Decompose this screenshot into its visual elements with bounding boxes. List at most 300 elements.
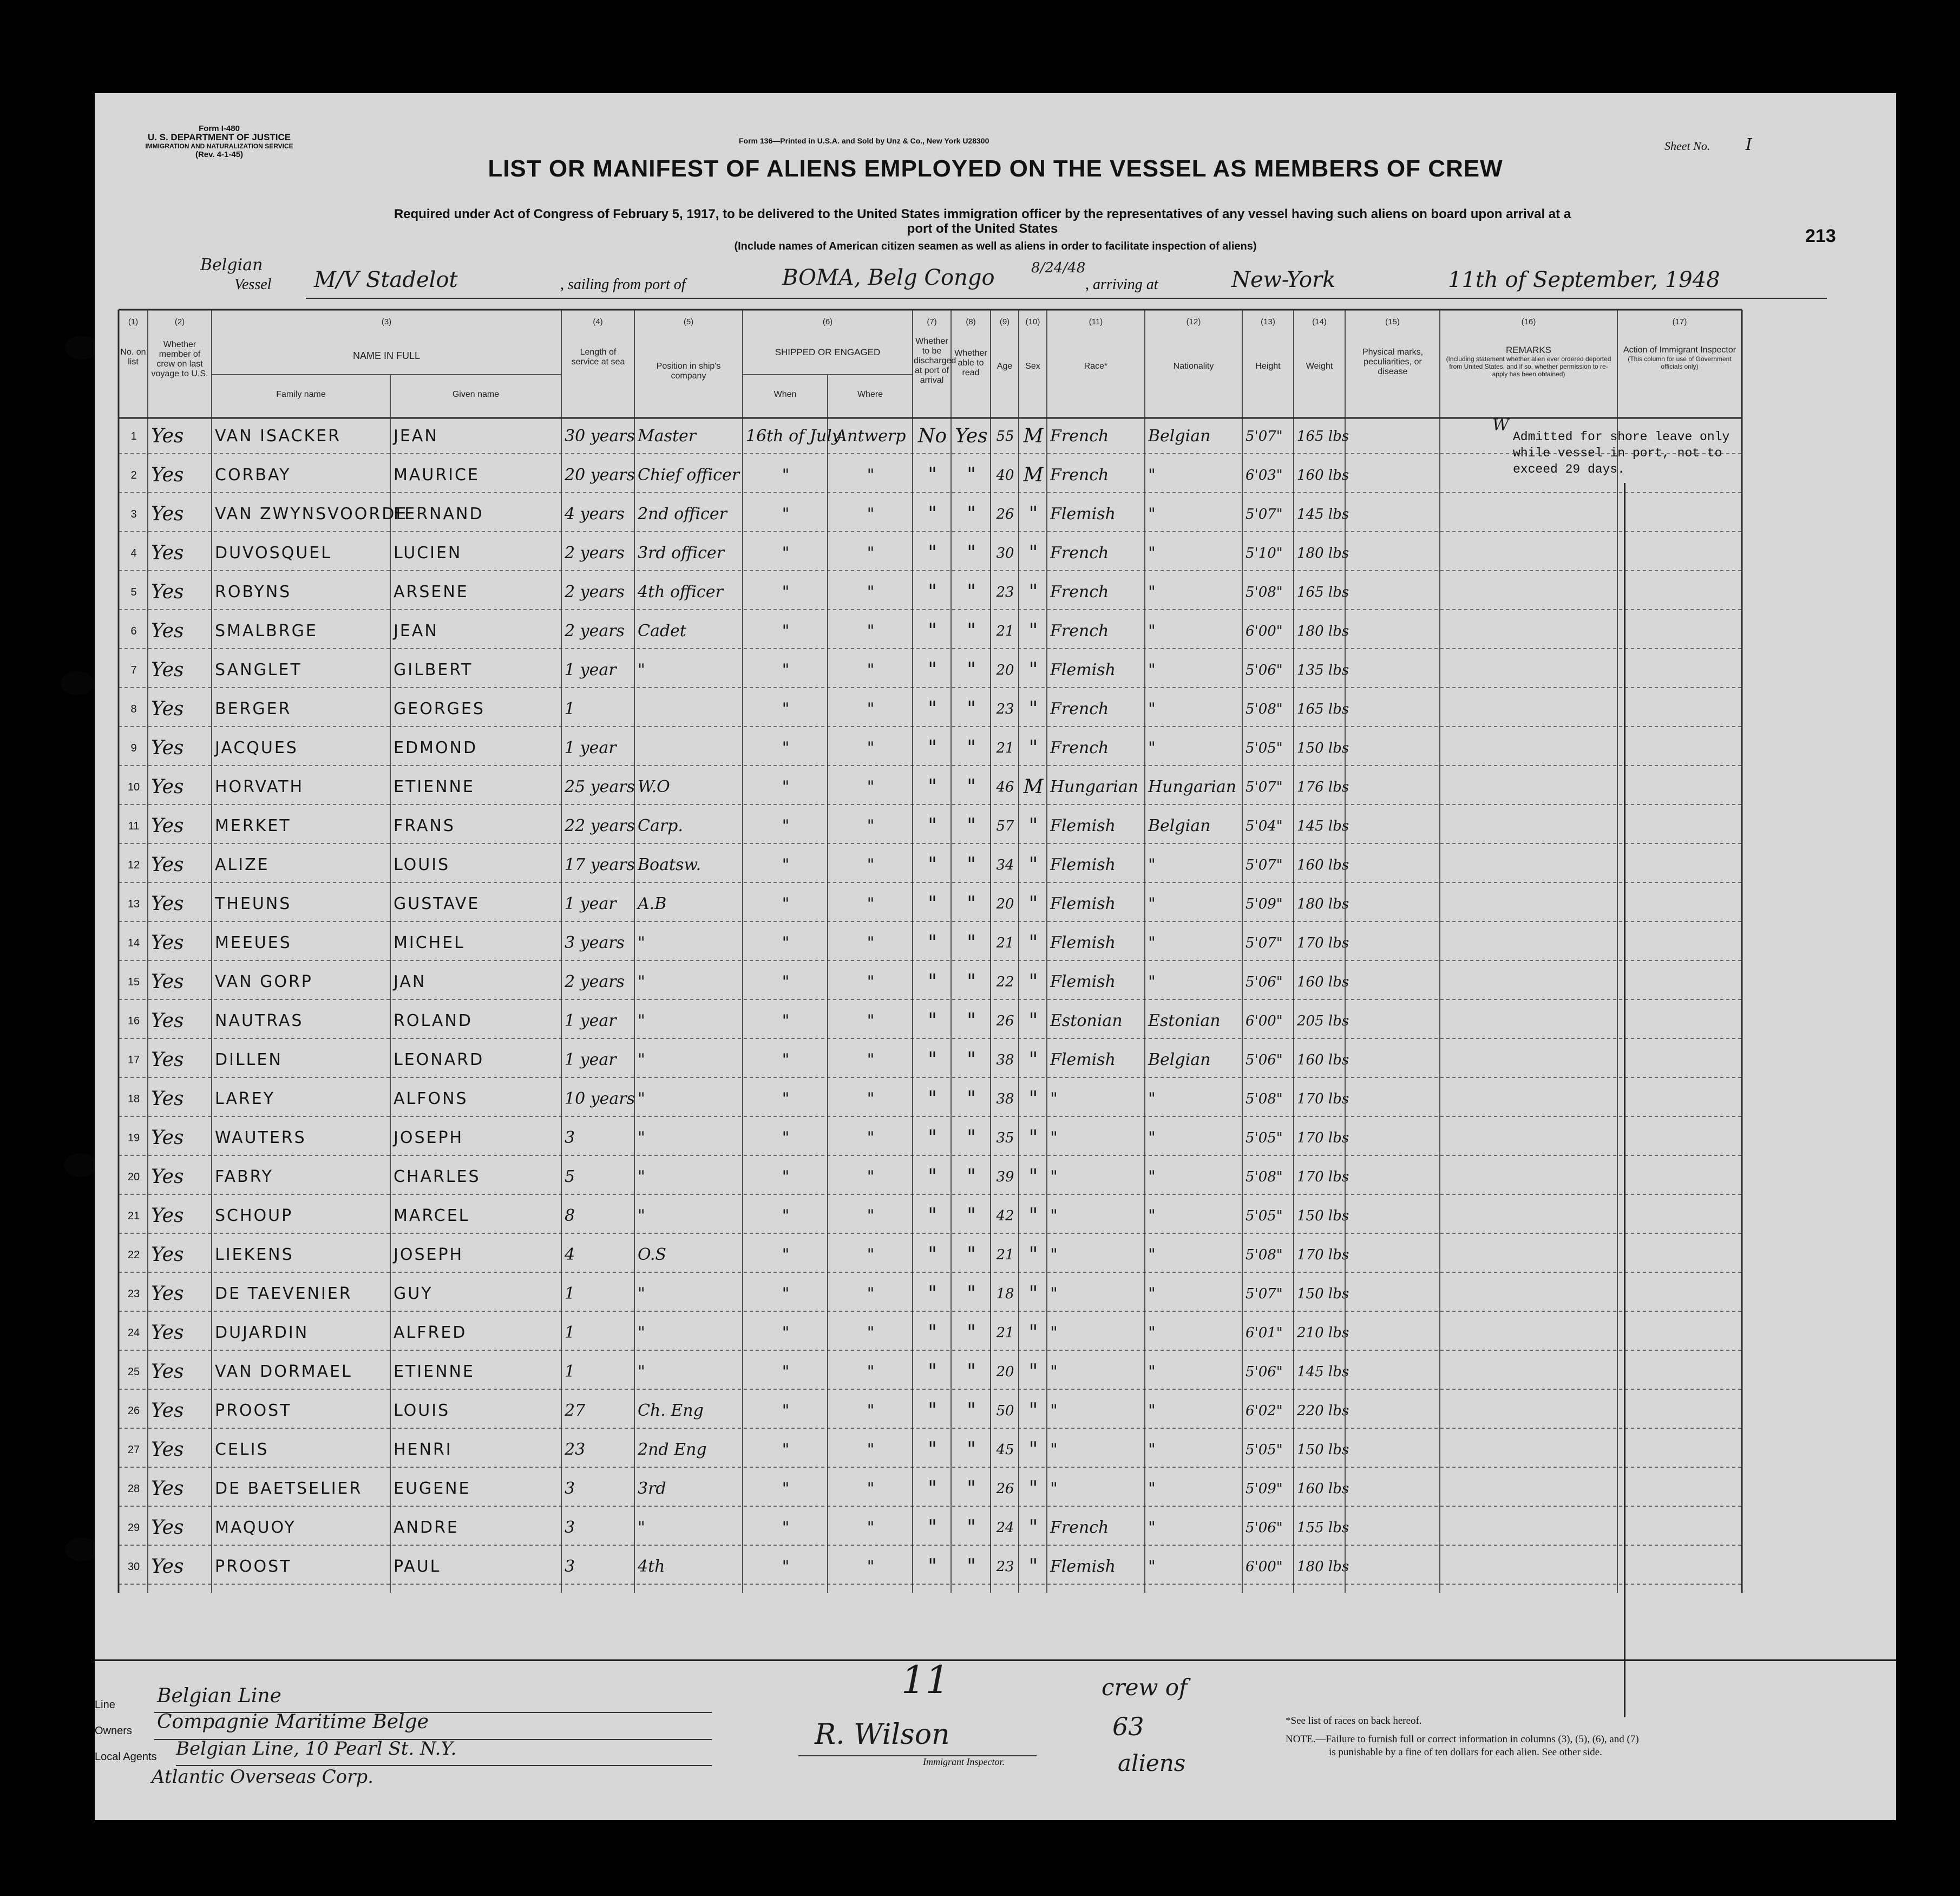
cell-when: " (782, 1518, 790, 1537)
cell-service: 3 (565, 1128, 575, 1147)
cell-height: 5'07" (1246, 506, 1283, 522)
cell-no: 24 (127, 1327, 140, 1339)
cell-prev: Yes (151, 815, 184, 837)
cell-sex: " (1028, 1010, 1038, 1032)
column-number: (7) (927, 317, 937, 326)
cell-discharged: " (928, 932, 937, 954)
cell-where: " (867, 816, 875, 835)
column-number: (3) (381, 317, 392, 326)
column-number: (1) (128, 317, 139, 326)
cell-height: 5'06" (1246, 1520, 1283, 1536)
cell-position: " (638, 1050, 645, 1069)
cell-read: " (967, 620, 976, 642)
cell-when: " (782, 661, 790, 679)
owners-label: Owners (95, 1725, 132, 1737)
cell-sex: " (1028, 503, 1038, 525)
cell-nationality: " (1148, 933, 1156, 952)
cell-discharged: " (928, 1516, 937, 1539)
cell-race: " (1050, 1323, 1058, 1342)
cell-family: SMALBRGE (215, 622, 318, 640)
cell-read: " (967, 1010, 976, 1032)
cell-service: 3 (565, 1479, 575, 1498)
form-number: Form I-480 (199, 124, 240, 133)
cell-given: LUCIEN (394, 544, 462, 563)
cell-nationality: " (1148, 894, 1156, 913)
cell-prev: Yes (151, 659, 184, 681)
cell-read: " (967, 698, 976, 720)
cell-age: 20 (996, 1364, 1014, 1380)
cell-height: 5'06" (1246, 1052, 1283, 1068)
header-race: Race* (1084, 362, 1108, 371)
sailing-date: 8/24/48 (1031, 260, 1086, 276)
cell-race: French (1050, 427, 1109, 446)
cell-when: " (782, 699, 790, 718)
cell-discharged: " (928, 1166, 937, 1188)
cell-nationality: " (1148, 544, 1156, 563)
cell-family: DUVOSQUEL (215, 544, 332, 563)
cell-nationality: " (1148, 1245, 1156, 1264)
cell-given: GEORGES (394, 699, 485, 718)
cell-discharged: " (928, 542, 937, 564)
cell-given: FRANS (394, 816, 455, 835)
cell-weight: 160 lbs (1297, 467, 1349, 483)
agents-underline (154, 1712, 712, 1713)
printer-line: Form 136—Printed in U.S.A. and Sold by Unz & Co., New York U28300 (739, 136, 989, 145)
header-inspector-title: Action of Immigrant Inspector (1623, 345, 1736, 355)
cell-given: HENRI (394, 1440, 453, 1459)
remarks-line-1: Admitted for shore leave only (1513, 430, 1730, 444)
header-shipped-where: Where (857, 390, 883, 399)
cell-where: " (867, 466, 875, 485)
cell-read: " (967, 1049, 976, 1071)
cell-position: 4th (638, 1557, 665, 1576)
cell-sex: " (1028, 698, 1038, 720)
cell-where: " (867, 1557, 875, 1576)
cell-weight: 180 lbs (1297, 545, 1349, 561)
cell-given: GILBERT (394, 661, 473, 679)
cell-when: " (782, 1206, 790, 1225)
cell-prev: Yes (151, 1049, 184, 1071)
cell-no: 17 (127, 1054, 140, 1066)
cell-age: 20 (996, 662, 1014, 678)
binder-hole (65, 1538, 99, 1561)
cell-read: " (967, 1322, 976, 1344)
cell-weight: 135 lbs (1297, 662, 1349, 678)
cell-given: PAUL (394, 1557, 441, 1576)
cell-position: 4th officer (638, 583, 723, 602)
cell-race: " (1050, 1128, 1058, 1147)
cell-read: " (967, 815, 976, 837)
handwritten-mark: 11 (901, 1658, 950, 1702)
cell-read: " (967, 1361, 976, 1383)
cell-read: " (967, 1127, 976, 1149)
cell-no: 20 (127, 1171, 140, 1183)
cell-height: 6'01" (1246, 1325, 1283, 1341)
cell-when: " (782, 855, 790, 874)
column-number: (8) (966, 317, 976, 326)
cell-given: ALFONS (394, 1089, 468, 1108)
cell-no: 12 (127, 859, 140, 871)
cell-age: 55 (996, 428, 1014, 444)
cell-read: " (967, 893, 976, 915)
cell-race: Flemish (1050, 661, 1116, 679)
cell-race: French (1050, 466, 1109, 485)
cell-weight: 160 lbs (1297, 1052, 1349, 1068)
cell-when: " (782, 1089, 790, 1108)
cell-position: " (638, 1323, 645, 1342)
cell-race: " (1050, 1479, 1058, 1498)
cell-where: " (867, 1362, 875, 1381)
cell-service: 20 years (565, 466, 635, 485)
cell-sex: " (1028, 1400, 1038, 1422)
cell-age: 42 (996, 1208, 1014, 1224)
cell-given: FERNAND (394, 505, 484, 524)
cell-family: MEEUES (215, 933, 292, 952)
cell-age: 26 (996, 506, 1014, 522)
cell-discharged: " (928, 1361, 937, 1383)
cell-age: 46 (996, 779, 1014, 795)
cell-discharged: " (928, 1322, 937, 1344)
cell-given: JOSEPH (394, 1128, 464, 1147)
cell-family: NAUTRAS (215, 1011, 304, 1030)
cell-nationality: " (1148, 661, 1156, 679)
cell-service: 23 (565, 1440, 586, 1459)
cell-when: " (782, 894, 790, 913)
cell-service: 30 years (565, 427, 635, 446)
cell-height: 5'08" (1246, 1091, 1283, 1107)
cell-prev: Yes (151, 971, 184, 993)
cell-service: 3 (565, 1557, 575, 1576)
cell-read: " (967, 1088, 976, 1110)
cell-nationality: " (1148, 505, 1156, 524)
cell-height: 5'10" (1246, 545, 1283, 561)
cell-position: 2nd Eng (638, 1440, 707, 1459)
cell-service: 1 (565, 1362, 575, 1381)
remarks-shore-leave (1513, 429, 1729, 478)
binder-hole (64, 1153, 97, 1177)
cell-discharged: " (928, 1439, 937, 1461)
cell-position: " (638, 661, 645, 679)
cell-read: " (967, 1205, 976, 1227)
cell-age: 26 (996, 1481, 1014, 1497)
cell-family: MAQUOY (215, 1518, 296, 1537)
cell-read: " (967, 1400, 976, 1422)
header-length-of-service: Length of service at sea (571, 348, 625, 367)
cell-sex: " (1028, 1166, 1038, 1188)
form-department: U. S. DEPARTMENT OF JUSTICE (147, 132, 291, 142)
cell-where: " (867, 661, 875, 679)
races-note: *See list of races on back hereof. (1286, 1715, 1422, 1727)
remarks-line-2: while vessel in port, not to (1513, 446, 1722, 460)
cell-service: 2 years (565, 544, 625, 563)
cell-read: " (967, 1283, 976, 1305)
cell-no: 30 (127, 1561, 140, 1573)
cell-position: " (638, 1011, 645, 1030)
cell-family: DE TAEVENIER (215, 1284, 352, 1303)
cell-weight: 150 lbs (1297, 740, 1349, 756)
cell-sex: " (1028, 1283, 1038, 1305)
binder-hole (61, 671, 94, 695)
cell-when: " (782, 738, 790, 757)
cell-family: VAN GORP (215, 972, 313, 991)
cell-age: 30 (996, 545, 1014, 561)
cell-discharged: " (928, 815, 937, 837)
cell-when: " (782, 1167, 790, 1186)
cell-age: 22 (996, 974, 1014, 990)
cell-position: 3rd officer (638, 544, 724, 563)
cell-discharged: " (928, 1127, 937, 1149)
cell-position: Ch. Eng (638, 1401, 704, 1420)
cell-position: O.S (638, 1245, 666, 1264)
cell-prev: Yes (151, 1283, 184, 1305)
cell-nationality: " (1148, 1323, 1156, 1342)
cell-weight: 165 lbs (1297, 701, 1349, 717)
cell-read: " (967, 581, 976, 603)
cell-race: French (1050, 583, 1109, 602)
cell-sex: " (1028, 1205, 1038, 1227)
cell-read: " (967, 542, 976, 564)
cell-sex: " (1028, 542, 1038, 564)
page-title: LIST OR MANIFEST OF ALIENS EMPLOYED ON THE VESSEL AS MEMBERS OF CREW (488, 155, 1503, 182)
cell-where: " (867, 738, 875, 757)
cell-nationality: " (1148, 1284, 1156, 1303)
cell-where: " (867, 777, 875, 796)
cell-discharged: " (928, 737, 937, 759)
cell-age: 21 (996, 935, 1014, 951)
cell-height: 5'07" (1246, 857, 1283, 873)
cell-age: 20 (996, 896, 1014, 912)
cell-position: Master (638, 427, 697, 446)
cell-height: 5'09" (1246, 896, 1283, 912)
cell-weight: 180 lbs (1297, 623, 1349, 639)
cell-read: " (967, 776, 976, 798)
agents-value-1: Belgian Line, 10 Pearl St. N.Y. (176, 1738, 457, 1760)
cell-discharged: " (928, 1205, 937, 1227)
cell-no: 15 (127, 976, 140, 988)
cell-given: GUY (394, 1284, 433, 1303)
column-number: (14) (1312, 317, 1327, 326)
cell-when: " (782, 1401, 790, 1420)
cell-discharged: " (928, 581, 937, 603)
header-able-to-read: Whether able to read (954, 349, 987, 377)
cell-prev: Yes (151, 503, 184, 525)
cell-weight: 170 lbs (1297, 1169, 1349, 1185)
cell-given: LOUIS (394, 855, 450, 874)
cell-age: 21 (996, 1247, 1014, 1263)
cell-service: 1 (565, 699, 575, 718)
cell-family: DUJARDIN (215, 1323, 309, 1342)
cell-nationality: Estonian (1148, 1011, 1221, 1030)
cell-weight: 145 lbs (1297, 1364, 1349, 1380)
cell-given: LEONARD (394, 1050, 484, 1069)
cell-service: 2 years (565, 583, 625, 602)
cell-race: " (1050, 1167, 1058, 1186)
cell-when: " (782, 777, 790, 796)
cell-read: " (967, 1439, 976, 1461)
cell-no: 23 (127, 1288, 140, 1300)
cell-weight: 170 lbs (1297, 1247, 1349, 1263)
sailing-port: BOMA, Belg Congo (782, 265, 995, 290)
cell-prev: Yes (151, 698, 184, 720)
cell-prev: Yes (151, 1205, 184, 1227)
arrival-port: New-York (1231, 267, 1336, 292)
cell-when: " (782, 1440, 790, 1459)
cell-prev: Yes (151, 1127, 184, 1149)
cell-sex: " (1028, 1088, 1038, 1110)
cell-race: " (1050, 1440, 1058, 1459)
cell-service: 2 years (565, 972, 625, 991)
cell-age: 35 (996, 1130, 1014, 1146)
header-sex: Sex (1025, 362, 1040, 371)
cell-nationality: " (1148, 972, 1156, 991)
cell-service: 17 years (565, 855, 635, 874)
cell-prev: Yes (151, 737, 184, 759)
cell-weight: 170 lbs (1297, 1130, 1349, 1146)
cell-service: 1 (565, 1284, 575, 1303)
cell-no: 11 (128, 820, 140, 832)
cell-service: 2 years (565, 622, 625, 640)
cell-sex: " (1028, 932, 1038, 954)
cell-no: 4 (130, 547, 137, 559)
cell-race: French (1050, 544, 1109, 563)
cell-when: " (782, 505, 790, 524)
cell-where: " (867, 699, 875, 718)
cell-discharged: " (928, 1283, 937, 1305)
cell-age: 24 (996, 1520, 1014, 1536)
cell-read: " (967, 932, 976, 954)
cell-when: " (782, 622, 790, 640)
inspector-label: Immigrant Inspector. (923, 1756, 1005, 1767)
cell-service: 27 (565, 1401, 586, 1420)
cell-service: 1 year (565, 894, 617, 913)
cell-position (638, 693, 740, 728)
cell-where: " (867, 1128, 875, 1147)
cell-position: 2nd officer (638, 505, 727, 524)
cell-prev: Yes (151, 464, 184, 486)
cell-nationality: " (1148, 1167, 1156, 1186)
cell-age: 21 (996, 1325, 1014, 1341)
cell-prev: Yes (151, 776, 184, 798)
crew-table (95, 93, 1896, 1820)
cell-race: Flemish (1050, 894, 1116, 913)
cell-prev: Yes (151, 1010, 184, 1032)
column-number: (4) (593, 317, 603, 326)
cell-sex: " (1028, 1322, 1038, 1344)
penalty-note-2: is punishable by a fine of ten dollars for each alien. See other side. (1329, 1747, 1602, 1758)
cell-where: " (867, 1401, 875, 1420)
cell-when: " (782, 1479, 790, 1498)
form-service: IMMIGRATION AND NATURALIZATION SERVICE (145, 142, 293, 150)
cell-sex: " (1028, 854, 1038, 876)
cell-nationality: " (1148, 1089, 1156, 1108)
agents-label: Local Agents (95, 1751, 157, 1763)
cell-when: " (782, 1245, 790, 1264)
cell-family: PROOST (215, 1557, 292, 1576)
cell-height: 5'05" (1246, 1442, 1283, 1458)
cell-weight: 145 lbs (1297, 818, 1349, 834)
cell-service: 1 year (565, 661, 617, 679)
cell-family: JACQUES (215, 738, 298, 757)
column-number: (13) (1261, 317, 1275, 326)
cell-family: SANGLET (215, 661, 302, 679)
cell-when: " (782, 1011, 790, 1030)
header-physical-marks: Physical marks, peculiarities, or disease (1362, 348, 1424, 376)
cell-where: " (867, 505, 875, 524)
cell-prev: Yes (151, 932, 184, 954)
cell-sex: " (1028, 659, 1038, 681)
cell-nationality: Belgian (1148, 816, 1211, 835)
cell-age: 18 (996, 1286, 1014, 1302)
cell-discharged: " (928, 854, 937, 876)
crew-count-note-2: 63 (1112, 1712, 1144, 1741)
cell-prev: Yes (151, 581, 184, 603)
cell-no: 28 (127, 1483, 140, 1495)
column-number: (16) (1521, 317, 1536, 326)
column-number: (12) (1186, 317, 1201, 326)
cell-discharged: " (928, 776, 937, 798)
cell-given: ROLAND (394, 1011, 473, 1030)
cell-height: 5'07" (1246, 779, 1283, 795)
cell-discharged: " (928, 1088, 937, 1110)
cell-when: " (782, 1050, 790, 1069)
arrival-date: 11th of September, 1948 (1448, 267, 1720, 292)
column-number: (15) (1385, 317, 1400, 326)
cell-weight: 170 lbs (1297, 1091, 1349, 1107)
subtitle-note: (Include names of American citizen seamen as well as aliens in order to facilitate inspection of aliens) (734, 240, 1257, 252)
cell-weight: 150 lbs (1297, 1442, 1349, 1458)
header-list-number: No. on list (120, 348, 146, 367)
cell-age: 21 (996, 740, 1014, 756)
cell-weight: 205 lbs (1297, 1013, 1349, 1029)
binder-hole (65, 336, 99, 359)
cell-family: HORVATH (215, 777, 304, 796)
cell-race: Estonian (1050, 1011, 1123, 1030)
cell-sex: M (1023, 425, 1044, 447)
cell-where: " (867, 544, 875, 563)
cell-nationality: " (1148, 1557, 1156, 1576)
cell-where: " (867, 894, 875, 913)
cell-height: 5'08" (1246, 1247, 1283, 1263)
column-number: (5) (683, 317, 694, 326)
cell-prev: Yes (151, 1477, 184, 1500)
cell-read: Yes (955, 425, 988, 447)
cell-where: " (867, 972, 875, 991)
cell-discharged: " (928, 1477, 937, 1500)
cell-given: JOSEPH (394, 1245, 464, 1264)
cell-height: 6'00" (1246, 1559, 1283, 1575)
cell-service: 10 years (565, 1089, 635, 1108)
header-inspector-note: (This column for use of Government officials only) (1628, 355, 1732, 370)
cell-no: 2 (130, 469, 137, 481)
cell-position: Cadet (638, 622, 686, 640)
cell-age: 50 (996, 1403, 1014, 1419)
cell-service: 8 (565, 1206, 575, 1225)
cell-discharged: " (928, 464, 937, 486)
vessel-name: M/V Stadelot (314, 267, 458, 292)
cell-where: " (867, 1050, 875, 1069)
cell-race: " (1050, 1401, 1058, 1420)
agents-underline (176, 1765, 712, 1766)
cell-when: " (782, 583, 790, 602)
cell-where: " (867, 1089, 875, 1108)
cell-prev: Yes (151, 1244, 184, 1266)
cell-sex: " (1028, 815, 1038, 837)
inspector-signature: R. Wilson (815, 1718, 950, 1751)
cell-family: FABRY (215, 1167, 273, 1186)
cell-height: 5'08" (1246, 701, 1283, 717)
cell-age: 40 (996, 467, 1014, 483)
cell-height: 5'09" (1246, 1481, 1283, 1497)
